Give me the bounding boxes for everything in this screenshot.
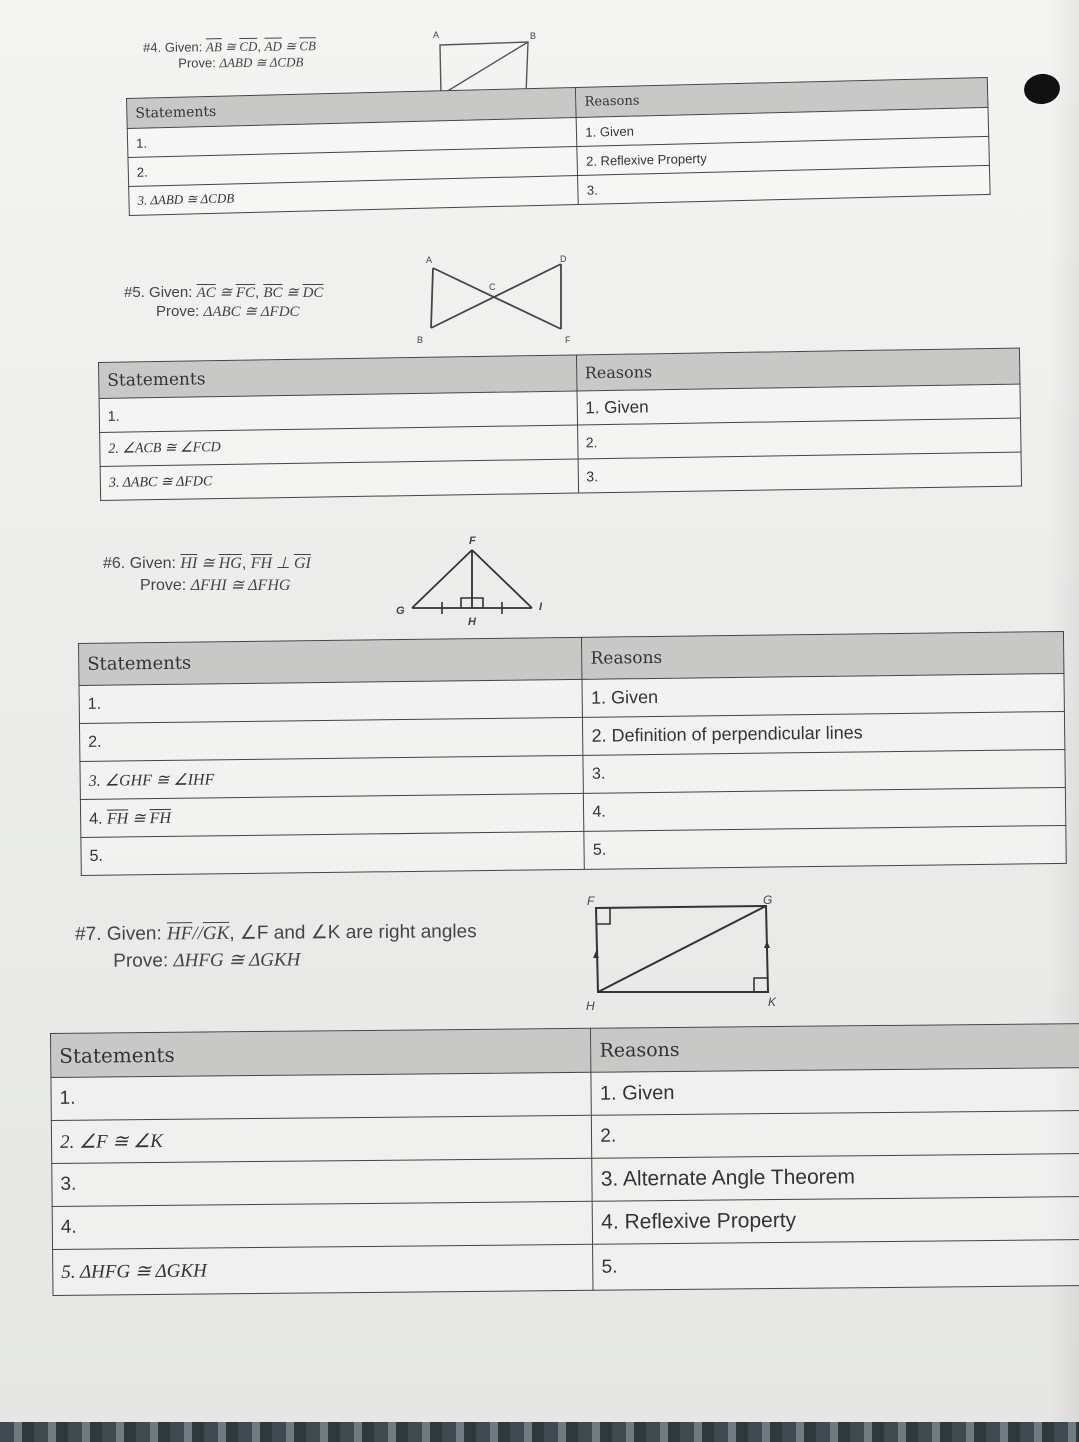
segment: $\overline{AD}$ bbox=[264, 38, 282, 54]
reason-cell[interactable]: 2. Definition of perpendicular lines bbox=[583, 711, 1065, 755]
reason-cell[interactable]: 4. bbox=[584, 787, 1066, 831]
congruent-symbol: ≅ bbox=[215, 285, 236, 301]
statement-cell[interactable] bbox=[80, 793, 584, 837]
segment-af bbox=[433, 268, 561, 329]
problem-7-figure bbox=[580, 888, 790, 1018]
problem-number: #4. bbox=[143, 39, 162, 55]
right-angle-f bbox=[596, 908, 610, 924]
statement-cell[interactable]: 1. bbox=[99, 391, 577, 432]
reasons-header: Reasons bbox=[576, 348, 1020, 391]
problem-7-given bbox=[75, 920, 477, 946]
reasons-header: Reasons bbox=[591, 1024, 1079, 1073]
reason-cell[interactable]: 3. Alternate Angle Theorem bbox=[592, 1154, 1079, 1202]
label-b: B bbox=[530, 31, 537, 41]
problem-6-text bbox=[103, 553, 311, 595]
segment: $\overline{HI}$ bbox=[180, 555, 198, 572]
statement-cell[interactable]: 3. ∠GHF ≅ ∠IHF bbox=[80, 755, 584, 799]
statement-cell[interactable]: 3. bbox=[52, 1158, 593, 1206]
segment: $\overline{FH}$ bbox=[106, 809, 129, 828]
problem-6-proof-table bbox=[78, 631, 1067, 876]
label-g: G bbox=[763, 893, 773, 907]
problem-5-text bbox=[124, 283, 323, 321]
reason-cell[interactable]: 4. Reflexive Property bbox=[592, 1197, 1079, 1245]
label-h: H bbox=[586, 999, 595, 1013]
statement-cell[interactable]: 2. bbox=[79, 717, 583, 761]
segment: $\overline{FC}$ bbox=[235, 285, 255, 301]
label-b: B bbox=[417, 335, 424, 345]
reason-cell[interactable]: 3. bbox=[578, 165, 990, 204]
separator: , bbox=[241, 555, 251, 572]
reason-cell[interactable]: 1. Given bbox=[591, 1068, 1079, 1116]
label-f: F bbox=[587, 894, 595, 908]
prove-statement: ΔHFG ≅ ΔGKH bbox=[173, 949, 301, 972]
problem-number: #6. bbox=[103, 555, 126, 572]
segment-ab bbox=[431, 268, 433, 328]
reason-cell[interactable]: 3. bbox=[578, 452, 1022, 493]
problem-number: #5. bbox=[124, 284, 145, 301]
problem-5-proof-table bbox=[98, 348, 1022, 501]
statement-cell[interactable]: 3. ΔABC ≅ ΔFDC bbox=[100, 459, 578, 500]
prove-statement: ΔABC ≅ ΔFDC bbox=[203, 304, 300, 320]
label-a: A bbox=[426, 255, 433, 265]
prove-label: Prove: bbox=[156, 303, 200, 320]
label-k: K bbox=[768, 995, 777, 1009]
statement-cell[interactable]: 2. ∠F ≅ ∠K bbox=[51, 1115, 592, 1163]
congruent-symbol: ≅ bbox=[128, 809, 150, 827]
segment: $\overline{GI}$ bbox=[293, 555, 311, 572]
congruent-symbol: ≅ bbox=[281, 38, 300, 54]
statement-cell[interactable]: 1. bbox=[127, 117, 577, 157]
reasons-header: Reasons bbox=[576, 77, 988, 117]
right-angle-k bbox=[754, 978, 768, 992]
label-g: G bbox=[396, 605, 405, 617]
statement-cell[interactable]: 2. bbox=[128, 146, 578, 186]
segment: $\overline{FH}$ bbox=[149, 809, 172, 827]
problem-5-given bbox=[124, 283, 323, 302]
reason-cell[interactable]: 2. bbox=[592, 1111, 1079, 1159]
congruent-symbol: ≅ bbox=[221, 38, 240, 55]
reason-cell[interactable]: 1. Given bbox=[577, 384, 1021, 425]
segment: $\overline{BC}$ bbox=[263, 285, 283, 301]
congruent-symbol: ≅ bbox=[282, 285, 303, 301]
label-a: A bbox=[433, 30, 440, 40]
label-d: D bbox=[560, 254, 567, 264]
problem-7-proof-table bbox=[50, 1023, 1079, 1296]
statements-header: Statements bbox=[51, 1028, 592, 1077]
reason-cell[interactable]: 5. bbox=[593, 1240, 1079, 1291]
prove-label: Prove: bbox=[113, 950, 169, 972]
problem-5-prove bbox=[124, 302, 323, 321]
given-label: Given: bbox=[164, 39, 203, 55]
statements-header: Statements bbox=[127, 88, 577, 129]
reason-cell[interactable]: 5. bbox=[584, 825, 1066, 869]
segment: $\overline{GK}$ bbox=[202, 922, 230, 945]
background-surface bbox=[0, 1422, 1079, 1442]
perpendicular-symbol: ⊥ bbox=[272, 555, 294, 572]
reason-cell[interactable]: 1. Given bbox=[582, 673, 1064, 717]
problem-7-text bbox=[75, 920, 477, 973]
label-c: C bbox=[489, 282, 496, 292]
label-f: F bbox=[469, 535, 476, 547]
segment: $\overline{DC}$ bbox=[302, 285, 324, 301]
statements-header: Statements bbox=[79, 637, 583, 685]
label-f: F bbox=[565, 335, 571, 345]
reason-cell[interactable]: 2. Reflexive Property bbox=[577, 136, 989, 175]
reason-cell[interactable]: 1. Given bbox=[577, 107, 989, 146]
prove-label: Prove: bbox=[140, 577, 187, 594]
given-label: Given: bbox=[106, 923, 162, 945]
problem-5-figure bbox=[415, 250, 585, 350]
table-row bbox=[53, 1240, 1079, 1296]
problem-number: #7. bbox=[75, 923, 102, 945]
statement-cell[interactable]: 1. bbox=[51, 1072, 592, 1120]
statement-cell[interactable]: 5. ΔHFG ≅ ΔGKH bbox=[53, 1244, 594, 1295]
diagonal-hg bbox=[598, 906, 766, 992]
diagonal-bd bbox=[441, 42, 528, 95]
segment: $\overline{HG}$ bbox=[218, 555, 242, 572]
parallel-arrow bbox=[764, 941, 770, 948]
statement-cell[interactable]: 2. ∠ACB ≅ ∠FCD bbox=[100, 425, 578, 466]
segment: $\overline{CD}$ bbox=[239, 38, 258, 54]
statement-cell[interactable]: 1. bbox=[79, 679, 583, 723]
segment-gf bbox=[412, 550, 472, 608]
reason-cell[interactable]: 3. bbox=[583, 749, 1065, 793]
problem-7-prove bbox=[75, 947, 477, 973]
given-label: Given: bbox=[149, 284, 193, 301]
segment: $\overline{AB}$ bbox=[205, 39, 222, 55]
statement-cell[interactable]: 3. ΔABD ≅ ΔCDB bbox=[129, 175, 579, 215]
given-label: Given: bbox=[129, 555, 176, 572]
prove-label: Prove: bbox=[178, 55, 216, 71]
separator: , bbox=[257, 38, 265, 54]
problem-6-prove bbox=[103, 575, 311, 595]
statement-number: 4. bbox=[89, 810, 108, 828]
problem-4-prove bbox=[143, 54, 316, 72]
reason-cell[interactable]: 2. bbox=[577, 418, 1021, 459]
separator: , bbox=[254, 284, 264, 301]
statement-cell[interactable]: 5. bbox=[81, 831, 585, 875]
segment: $\overline{FH}$ bbox=[250, 555, 273, 572]
parallel-symbol: // bbox=[192, 923, 203, 945]
problem-4-given bbox=[143, 38, 316, 56]
label-h: H bbox=[468, 616, 476, 628]
label-i: I bbox=[539, 601, 543, 613]
segment-db bbox=[431, 264, 561, 328]
segment: $\overline{HF}$ bbox=[166, 923, 193, 945]
segment: $\overline{AC}$ bbox=[196, 285, 216, 301]
statements-header: Statements bbox=[99, 355, 577, 398]
problem-4-proof-table bbox=[126, 77, 991, 216]
prove-statement: ΔFHI ≅ ΔFHG bbox=[190, 577, 291, 594]
given-continuation: , ∠F and ∠K are right angles bbox=[229, 921, 477, 944]
segment-if bbox=[472, 550, 532, 608]
problem-4-text bbox=[143, 38, 316, 72]
segment: $\overline{CB}$ bbox=[299, 38, 317, 54]
congruent-symbol: ≅ bbox=[197, 555, 219, 572]
statement-cell[interactable]: 4. bbox=[52, 1201, 593, 1249]
reasons-header: Reasons bbox=[582, 631, 1064, 679]
problem-6-given bbox=[103, 553, 311, 573]
problem-6-figure bbox=[390, 532, 550, 632]
prove-statement: ΔABD ≅ ΔCDB bbox=[219, 54, 304, 71]
